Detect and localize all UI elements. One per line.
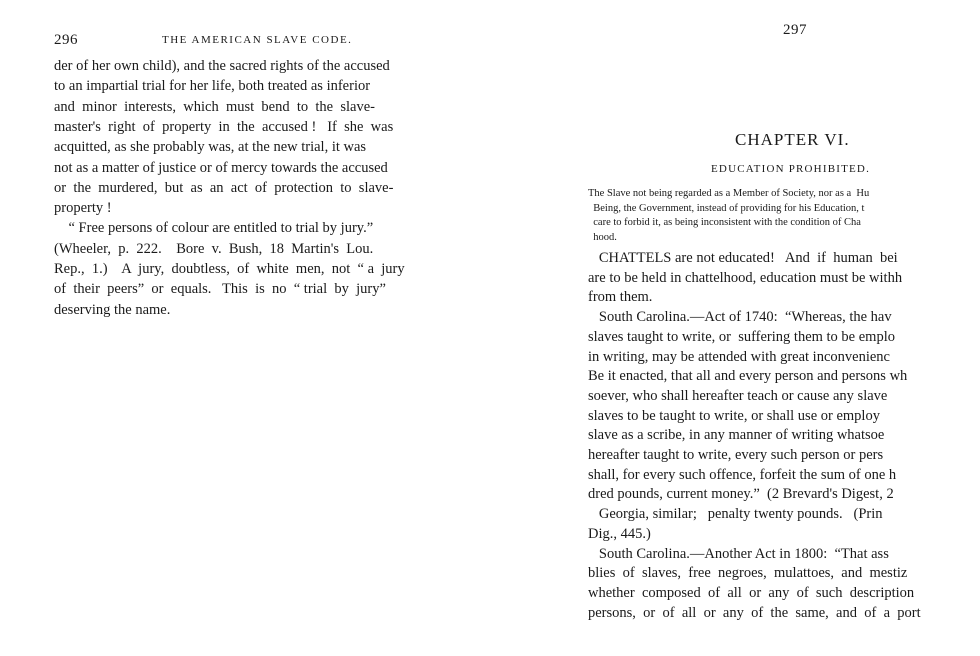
chapter-title: CHAPTER VI. (735, 130, 850, 149)
text-line: not as a matter of justice or of mercy towards the accused (54, 159, 388, 176)
text-line: Dig., 445.) (588, 525, 651, 542)
text-line: persons, or of all or any of the same, and of a port (588, 604, 921, 621)
text-line: care to forbid it, as being inconsistent with the condition of Cha (588, 217, 861, 228)
left-page-number: 296 (54, 32, 78, 48)
text-line: South Carolina.—Another Act in 1800: “That ass (588, 545, 889, 562)
text-line: Being, the Government, instead of providing for his Education, t (588, 202, 865, 214)
text-line: master's right of property in the accused ! If she was (54, 118, 394, 135)
text-line: or the murdered, but as an act of protection to slave- (54, 179, 394, 196)
text-line: “ Free persons of colour are entitled to trial by jury.” (54, 220, 374, 237)
text-line: are to be held in chattelhood, education must be withh (588, 269, 903, 286)
text-line: slave as a scribe, in any manner of writing whatsoe (588, 427, 885, 444)
chapter-subtitle: EDUCATION PROHIBITED. (711, 163, 871, 175)
running-head: THE AMERICAN SLAVE CODE. (162, 34, 353, 46)
text-line: deserving the name. (54, 301, 171, 318)
text-line: dred pounds, current money.” (2 Brevard's Digest, 2 (588, 486, 894, 503)
text-line: in writing, may be attended with great inconvenienc (588, 348, 890, 365)
text-line: shall, for every such offence, forfeit the sum of one h (588, 466, 897, 483)
text-line: blies of slaves, free negroes, mulattoes, and mestiz (588, 565, 908, 582)
text-line: Be it enacted, that all and every person and persons wh (588, 368, 908, 385)
text-line: (Wheeler, p. 222. Bore v. Bush, 18 Martin's Lou. (54, 240, 374, 257)
text-line: slaves taught to write, or suffering them to be emplo (588, 328, 895, 345)
text-line: from them. (588, 289, 653, 306)
text-line: CHATTELS are not educated! And if human bei (588, 250, 898, 266)
text-line: der of her own child), and the sacred rights of the accused (54, 58, 390, 74)
text-line: South Carolina.—Act of 1740: “Whereas, the hav (588, 309, 892, 326)
right-page (580, 0, 980, 656)
text-line: slaves to be taught to write, or shall use or employ (588, 407, 880, 424)
text-line: hood. (588, 231, 617, 243)
text-line: Rep., 1.) A jury, doubtless, of white men, not “ a jury (54, 261, 405, 277)
text-line: and minor interests, which must bend to the slave- (54, 98, 375, 115)
text-line: The Slave not being regarded as a Member of Society, nor as a Hu (588, 188, 870, 199)
text-line: to an impartial trial for her life, both treated as inferior (54, 78, 371, 95)
text-line: of their peers” or equals. This is no “ trial by jury” (54, 281, 386, 298)
text-line: property ! (54, 200, 112, 217)
text-line: acquitted, as she probably was, at the new trial, it was (54, 139, 367, 156)
right-page-number: 297 (783, 22, 807, 38)
text-line: hereafter taught to write, every such person or pers (588, 447, 884, 463)
text-line: whether composed of all or any of such description (588, 584, 915, 601)
text-line: Georgia, similar; penalty twenty pounds. (Prin (588, 506, 883, 523)
text-line: soever, who shall hereafter teach or cause any slave (588, 387, 888, 404)
